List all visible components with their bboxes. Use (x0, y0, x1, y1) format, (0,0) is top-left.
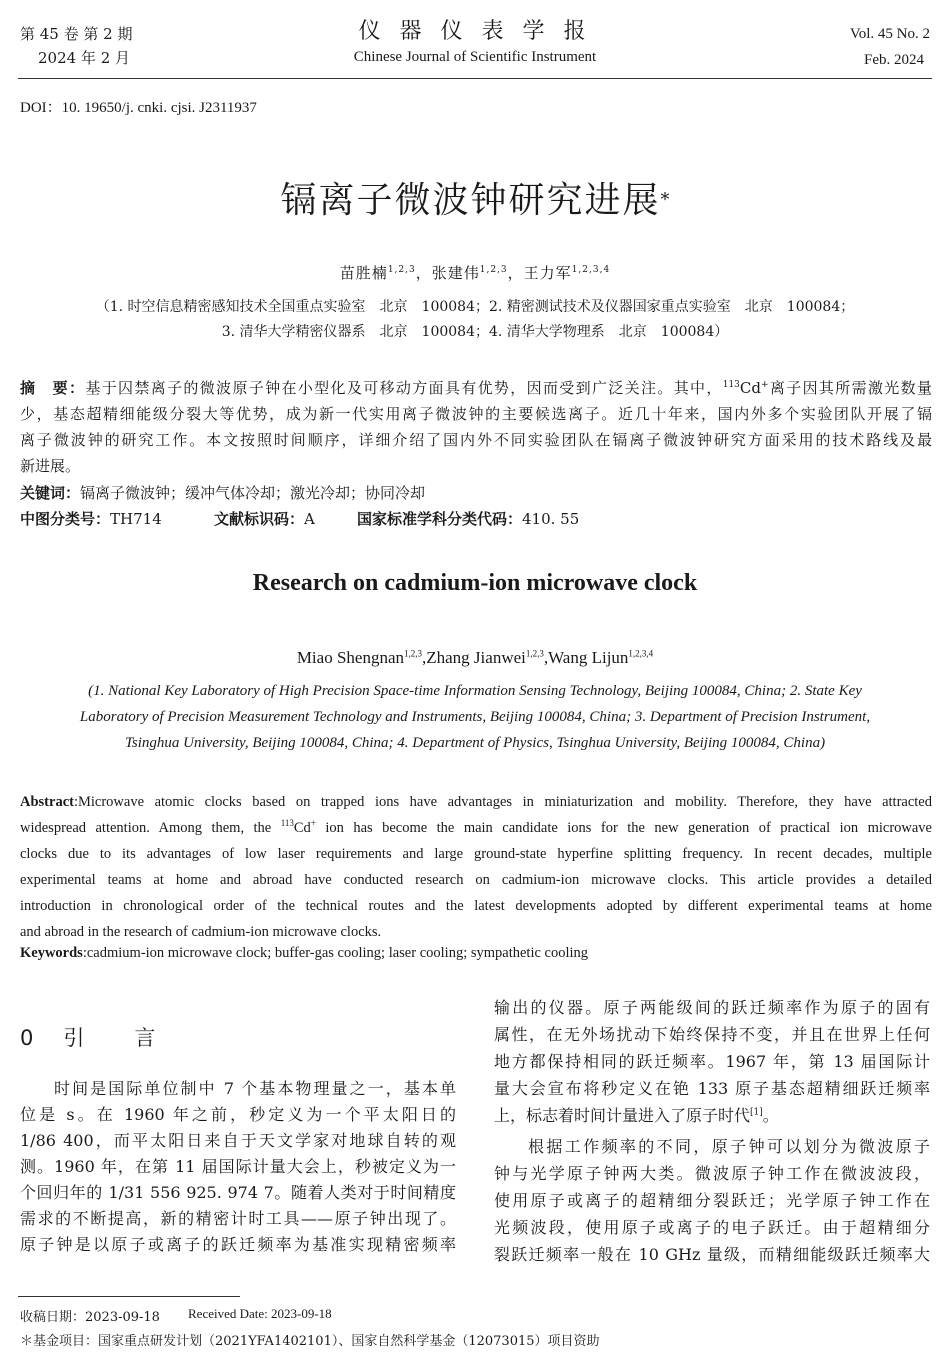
authors-cn: 苗胜楠$^{1,2,3}$，张建伟$^{1,2,3}$，王力军$^{1,2,3,4}$ (339, 264, 611, 282)
keywords-cn-label: 关键词： (20, 484, 81, 502)
paragraph-line: 需求的不断提高，新的精密计时工具——原子钟出现了。 (20, 1209, 456, 1228)
paragraph-line: 根据工作频率的不同，原子钟可以划分为微波原子 (528, 1137, 930, 1156)
volume-issue-cn: 第 45 卷 第 2 期 (20, 25, 133, 43)
citation[interactable]: [1] (750, 1107, 763, 1118)
journal-title-en: Chinese Journal of Scientific Instrument (353, 49, 597, 65)
paragraph-line: 钟与光学原子钟两大类。微波原子钟工作在微波波段， (494, 1164, 930, 1183)
paragraph-line: 测。1960 年，在第 11 届国际计量大会上，秒被定义为一 (20, 1157, 456, 1176)
abstract-en-label: Abstract (20, 794, 74, 810)
paragraph-line: 量大会宣布将秒定义在铯 133 原子基态超精细跃迁频率 (494, 1079, 930, 1098)
paragraph-line: 1/86 400，而平太阳日来自于天文学家对地球自转的观 (20, 1131, 456, 1150)
left-column (20, 1076, 456, 1258)
affiliation-cn-line: （1. 时空信息精密感知技术全国重点实验室 北京 100084；2. 精密测试技术及仪器国家重点实验室 北京 100084； (95, 299, 855, 315)
right-column (494, 994, 930, 1268)
keywords-cn: 关键词：镉离子微波钟；缓冲气体冷却；激光冷却；协同冷却 (20, 484, 426, 502)
title-cn: 镉离子微波钟研究进展 (280, 180, 661, 221)
paragraph-line: 上，标志着时间计量进入了原子时代[1]。 (494, 1106, 779, 1125)
paragraph-line: 裂跃迁频率一般在 10 GHz 量级，而精细能级跃迁频率大 (494, 1245, 930, 1264)
received-date-en: Received Date: 2023-09-18 (188, 1306, 332, 1321)
title-footnote-mark: * (660, 189, 670, 211)
footnote-rule (18, 1296, 240, 1297)
keywords-en-label: Keywords (20, 945, 83, 961)
date-en: Feb. 2024 (864, 52, 924, 68)
author-cn: 王力军 (523, 264, 572, 282)
paragraph-line: 地方都保持相同的跃迁频率。1967 年，第 13 届国际计 (494, 1052, 930, 1071)
funding-note: ＊基金项目：国家重点研发计划（2021YFA1402101）、国家自然科学基金（12073015）项目资助 (20, 1334, 600, 1349)
authors-en: Miao Shengnan$^{1,2,3}$,Zhang Jianwei$^{1,2,3}$,Wang Lijun$^{1,2,3,4}$ (296, 648, 654, 667)
paragraph-line: 原子钟是以原子或离子的跃迁频率为基准实现精密频率 (20, 1235, 456, 1254)
abstract-cn: 摘 要：基于囚禁离子的微波原子钟在小型化及可移动方面具有优势，因而受到广泛关注。其中，$^{113}$Cd+离子因其所需激光数量 少，基态超精细能级分裂大等优势，成为新一代实用离子微波钟的主要候选离子。近几十年来，国内外多个实验团队开展了镉 离子微波钟的研究工作。本文按照时间顺序，详细介绍了国内外不同实验团队在镉离子微波钟研究方面采用的技术路线及最 新进展。 (20, 379, 932, 475)
author-cn: 张建伟 (431, 264, 480, 282)
keywords-en: Keywords:cadmium-ion microwave clock; buffer-gas cooling; laser cooling; sympathetic cooling (20, 945, 589, 961)
paragraph-line: 个回归年的 1/31 556 925. 974 7。随着人类对于时间精度 (20, 1183, 456, 1202)
received-date-cn: 收稿日期：2023-09-18 (20, 1310, 160, 1325)
paragraph-line: 输出的仪器。原子两能级间的跃迁频率作为原子的固有 (494, 998, 930, 1017)
clc-code: 中图分类号：TH714 (20, 510, 162, 528)
volume-issue-en: Vol. 45 No. 2 (849, 26, 930, 42)
affiliation-en-line: Tsinghua University, Beijing 100084, China; 4. Department of Physics, Tsinghua University, Beijing 100084, China) (124, 735, 826, 751)
author-cn: 苗胜楠 (339, 264, 388, 282)
paragraph-line: 光频波段，使用原子或离子的电子跃迁。由于超精细分 (494, 1218, 930, 1237)
title-en: Research on cadmium-ion microwave clock (252, 570, 698, 596)
affiliation-en-line: (1. National Key Laboratory of High Precision Space-time Information Sensing Technology, Beijing 100084, China; 2. State Key (88, 683, 862, 699)
header-rule (18, 78, 932, 79)
paragraph-line: 使用原子或离子的超精细分裂跃迁；光学原子钟工作在 (494, 1191, 930, 1210)
journal-title-cn: 仪 器 仪 表 学 报 (358, 19, 592, 44)
paragraph-line: 属性，在无外场扰动下始终保持不变，并且在世界上任何 (494, 1025, 930, 1044)
affiliation-en-line: Laboratory of Precision Measurement Technology and Instruments, Beijing 100084, China; 3. Department of Precision Instrument, (79, 709, 871, 725)
paragraph-line: 时间是国际单位制中 7 个基本物理量之一，基本单 (54, 1079, 456, 1098)
doc-code: 文献标识码：A (214, 510, 315, 528)
std-code: 国家标准学科分类代码：410. 55 (357, 510, 580, 528)
title-cn-block (0, 172, 950, 223)
date-cn: 2024 年 2 月 (38, 49, 131, 67)
abstract-cn-label: 摘 要： (20, 379, 86, 397)
section-heading: 0 引 言 (20, 1026, 156, 1050)
abstract-en: Abstract:Microwave atomic clocks based on trapped ions have advantages in miniaturization and mobility. Therefore, they have attracted widespread attention. Among them, the $^{113}$Cd+ ion has become the main candidate ions for the new generation of practical ion microwave clocks due to its advantages of low laser requirements and large ground-state hyperfine splitting frequency. In recent decades, multiple experimental teams at home and abroad have conducted research on cadmium-ion microwave clocks. This article provides a detailed introduction in chronological order of the technical routes and the latest developments adopted by different experimental teams at home and abroad in the research of cadmium-ion microwave clocks. (20, 794, 932, 940)
paragraph-line: 位是 s。在 1960 年之前，秒定义为一个平太阳日的 (20, 1105, 456, 1124)
doi: DOI：10. 19650/j. cnki. cjsi. J2311937 (20, 100, 257, 116)
affiliation-cn-line: 3. 清华大学精密仪器系 北京 100084；4. 清华大学物理系 北京 100084） (221, 324, 729, 340)
